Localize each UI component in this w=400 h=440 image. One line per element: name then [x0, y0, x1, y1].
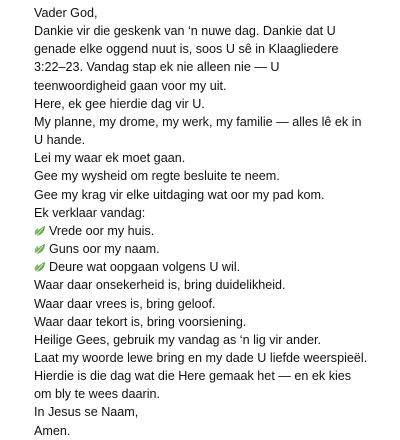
prayer-line: Gee my krag vir elke uitdaging wat oor my pad kom.	[34, 187, 325, 202]
prayer-line: teenwoordigheid gaan voor my uit.	[34, 78, 227, 93]
prayer-line: genade elke oggend nuut is, soos U sê in Klaagliedere	[34, 42, 339, 57]
prayer-line: Dankie vir die geskenk van ‘n nuwe dag. Dankie dat U	[34, 24, 336, 39]
herb-leaf-icon	[34, 243, 47, 255]
prayer-line-declaration: Ek verklaar vandag:	[34, 205, 146, 220]
declaration-item	[34, 222, 392, 240]
prayer-line: Waar daar tekort is, bring voorsiening.	[34, 314, 247, 329]
prayer-text	[34, 4, 392, 440]
prayer-line-closing: In Jesus se Naam,	[34, 405, 139, 420]
prayer-line-greeting: Vader God,	[34, 6, 98, 20]
declaration-item	[34, 240, 392, 258]
herb-leaf-icon	[34, 261, 47, 273]
declaration-item	[34, 258, 392, 276]
prayer-line: Waar daar onsekerheid is, bring duidelikheid.	[34, 278, 286, 293]
prayer-line-amen: Amen.	[34, 423, 71, 438]
prayer-line: My planne, my drome, my werk, my familie — alles lê ek in	[34, 114, 362, 129]
prayer-line: Hierdie is die dag wat die Here gemaak het — en ek kies	[34, 369, 352, 384]
prayer-line: Lei my waar ek moet gaan.	[34, 151, 186, 166]
declaration-text: Vrede oor my huis.	[49, 223, 155, 238]
prayer-line: Waar daar vrees is, bring geloof.	[34, 296, 216, 311]
prayer-line: Heilige Gees, gebruik my vandag as ‘n lig vir ander.	[34, 332, 322, 347]
prayer-line: om bly te wees daarin.	[34, 387, 160, 402]
declaration-text: Deure wat oopgaan volgens U wil.	[49, 260, 241, 275]
prayer-line: Laat my woorde lewe bring en my dade U liefde weerspieël.	[34, 350, 368, 365]
prayer-line: U hande.	[34, 133, 86, 148]
prayer-line: Gee my wysheid om regte besluite te neem.	[34, 169, 280, 184]
declaration-text: Guns oor my naam.	[49, 242, 160, 257]
herb-leaf-icon	[34, 225, 47, 237]
prayer-line: Here, ek gee hierdie dag vir U.	[34, 96, 205, 111]
prayer-line: 3:22–23. Vandag stap ek nie alleen nie — U	[34, 60, 280, 75]
